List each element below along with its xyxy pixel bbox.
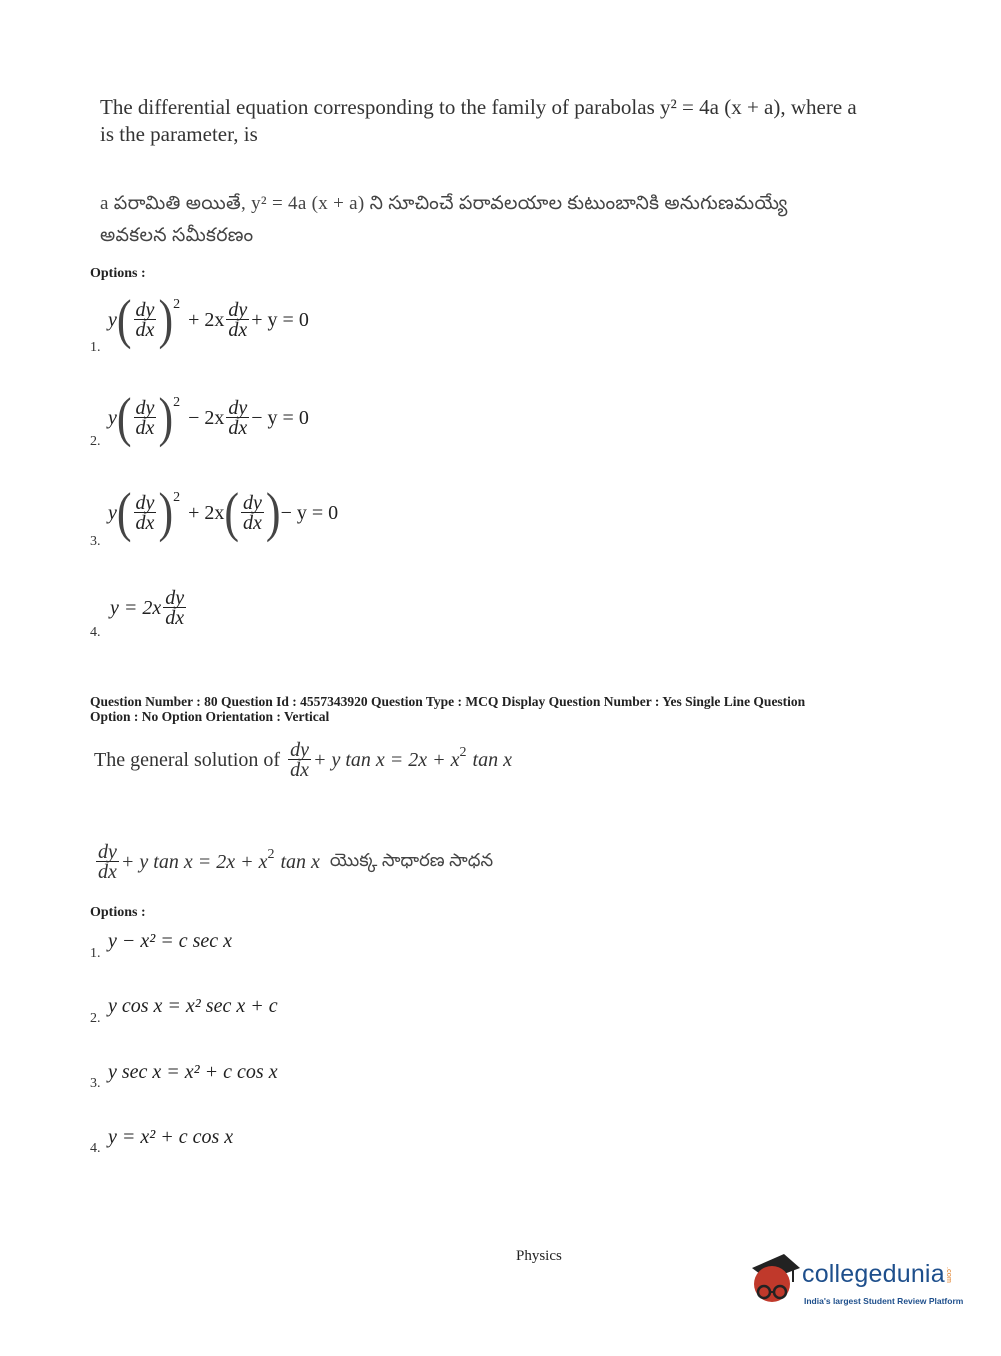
q79-option-3-number: 3.: [90, 534, 101, 549]
mascot-icon: [742, 1250, 802, 1314]
q79-opt1-den: dx: [135, 318, 155, 341]
q80-te-tail: tan x: [280, 850, 320, 873]
q80-en-den: dx: [290, 758, 309, 781]
question-79-text: [100, 94, 900, 148]
q79-option-1[interactable]: y ( $\frac{dy}{dx}$ ) 2 + 2x $\frac{dy}{dx}$ + y = 0: [108, 288, 309, 350]
q80-option-4[interactable]: y = x² + c cos x: [108, 1126, 234, 1148]
q80-option-2[interactable]: y cos x = x² sec x + c: [108, 995, 278, 1017]
q80-option-2-number: 2.: [90, 1011, 101, 1026]
q80-option-3-number: 3.: [90, 1076, 101, 1091]
q79-opt1-den2: dx: [228, 318, 248, 341]
question-79-line-1: The differential equation corresponding to the family of parabolas y² = 4a (x + a), where a: [100, 95, 857, 119]
brand-text: collegedunia: [802, 1260, 945, 1288]
q79-opt3-y: y: [108, 501, 117, 524]
question-80-meta-line-1: Question Number : 80 Question Id : 4557343920 Question Type : MCQ Display Question Number : Yes Single Line Question: [90, 694, 806, 709]
q79-option-4[interactable]: [110, 580, 188, 636]
q79-opt2-num2: dy: [228, 396, 248, 419]
question-79-telugu-line-1: a పరామితి అయితే, y² = 4a (x + a) ని సూచించే పరావలయాల కుటుంబానికి అనుగుణమయ్యే: [100, 193, 788, 214]
q79-opt3-den2: dx: [243, 511, 262, 534]
q79-option-2[interactable]: y ( $\frac{dy}{dx}$ ) 2 − 2x $\frac{dy}{dx}$ − y = 0: [108, 386, 309, 448]
brand-suffix: .com: [944, 1267, 952, 1284]
q80-option-4-number: 4.: [90, 1141, 101, 1156]
options-label-80: Options :: [90, 905, 146, 920]
brand-name: [802, 1260, 952, 1289]
question-79-telugu-line-2: అవకలన సమీకరణం: [100, 225, 254, 246]
q79-opt3-tail: − y = 0: [280, 501, 339, 524]
q79-opt2-num: dy: [135, 396, 155, 419]
q79-opt2-den2: dx: [228, 416, 248, 439]
q79-opt2-tail: − y = 0: [251, 406, 309, 429]
q80-te-den: dx: [98, 860, 117, 883]
q79-opt2-den: dx: [135, 416, 155, 439]
q79-opt3-term: + 2x: [188, 501, 225, 524]
q79-opt4-num: dy: [165, 586, 185, 609]
q79-option-1-number: 1.: [90, 340, 101, 355]
q80-en-tail: tan x: [472, 748, 512, 771]
q79-opt3-num: dy: [135, 491, 155, 514]
q80-en-num: dy: [290, 738, 309, 761]
question-80-prefix: The general solution of: [94, 748, 281, 771]
q79-opt2-y: y: [108, 406, 117, 429]
question-80-meta-line-2: Option : No Option Orientation : Vertical: [90, 709, 330, 724]
brand-tagline: India's largest Student Review Platform: [804, 1296, 964, 1306]
q79-opt3-sup: 2: [173, 490, 181, 505]
question-79-line-2: is the parameter, is: [100, 122, 258, 146]
q80-te-suffix: యొక్క సాధారణ సాధన: [329, 849, 494, 870]
q80-option-3[interactable]: y sec x = x² + c cos x: [108, 1061, 278, 1083]
footer-subject: Physics: [516, 1248, 562, 1264]
q80-te-num: dy: [98, 840, 117, 863]
q80-te-eq: + y tan x = 2x + x: [120, 850, 268, 873]
question-79-telugu: [100, 188, 920, 252]
q79-option-3[interactable]: y ( $\frac{dy}{dx}$ ) 2 + 2x ( $\frac{dy}{dx}$ ) − y = 0: [108, 481, 339, 543]
q79-opt1-sup: 2: [173, 297, 181, 312]
question-80-meta: [90, 694, 930, 724]
q79-opt1-tail: + y = 0: [251, 308, 309, 331]
q79-opt1-term: + 2x: [188, 308, 225, 331]
q80-option-1[interactable]: y − x² = c sec x: [108, 930, 233, 952]
q79-opt4-text: y = 2x: [110, 596, 162, 619]
collegedunia-logo[interactable]: [742, 1250, 972, 1320]
q80-en-eq: + y tan x = 2x + x: [312, 748, 460, 771]
question-80-telugu: [94, 834, 493, 890]
q79-option-4-number: 4.: [90, 625, 101, 640]
q79-opt3-num2: dy: [243, 491, 262, 514]
q79-opt2-sup: 2: [173, 395, 181, 410]
q79-opt1-num2: dy: [228, 298, 248, 321]
q79-opt1-y: y: [108, 308, 117, 331]
q79-opt1-num: dy: [135, 298, 155, 321]
question-80-text: [94, 732, 512, 788]
q80-te-sup: 2: [267, 847, 275, 862]
q80-option-1-number: 1.: [90, 946, 101, 961]
q80-en-sup: 2: [459, 745, 467, 760]
q79-opt4-den: dx: [165, 606, 185, 629]
q79-opt2-term: − 2x: [188, 406, 225, 429]
q79-option-2-number: 2.: [90, 434, 101, 449]
q79-opt3-den: dx: [135, 511, 155, 534]
options-label-79: Options :: [90, 266, 146, 281]
